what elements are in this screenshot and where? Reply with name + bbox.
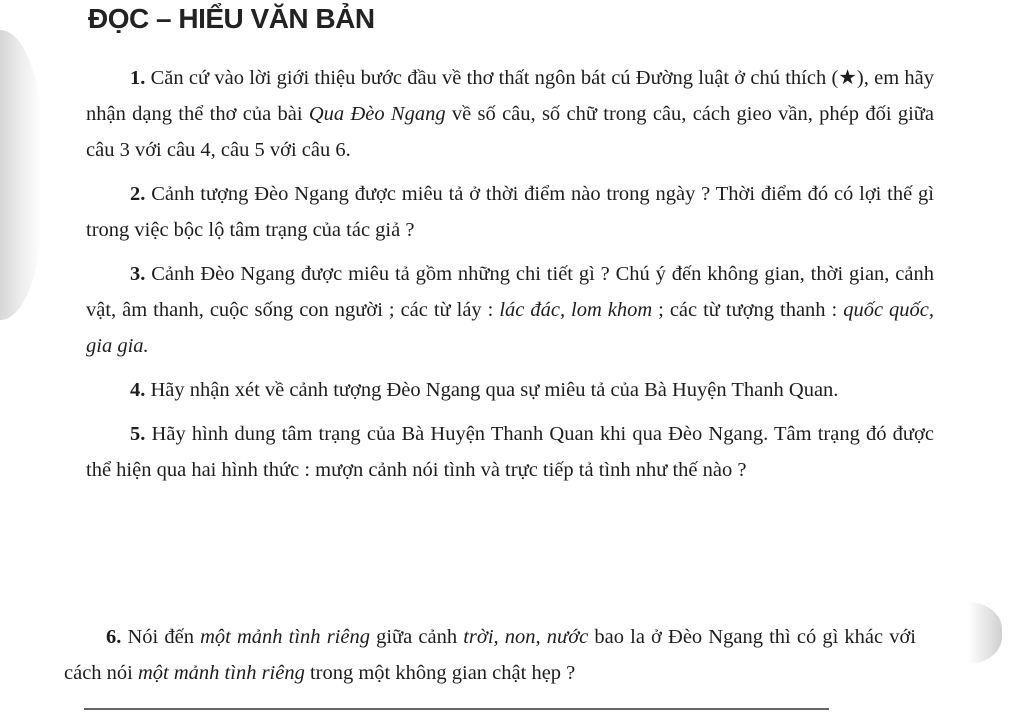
page-curl-right — [968, 602, 1002, 664]
questions-block — [86, 60, 934, 496]
question-number: 5. — [130, 423, 146, 445]
question-text: Cảnh Đèo Ngang được miêu tả gồm những chi tiết gì ? Chú ý đến không gian, thời gian, cảnh vật, âm thanh, cuộc sống con người ; các từ láy : — [86, 263, 934, 321]
question-text: Căn cứ vào lời giới thiệu bước đầu về thơ thất ngôn bát cú Đường luật ở chú thích (★), em hãy nhận dạng thể thơ của bài — [86, 67, 934, 125]
question-4 — [86, 372, 934, 408]
question-number: 4. — [130, 379, 146, 401]
question-text-italic: một mảnh tình riêng — [200, 626, 370, 648]
question-text: giữa cảnh — [369, 626, 464, 648]
question-3 — [86, 256, 934, 364]
question-number: 6. — [106, 626, 122, 648]
question-6 — [64, 619, 916, 691]
question-text-italic: quốc quốc, gia gia. — [86, 299, 935, 357]
question-number: 2. — [130, 183, 146, 205]
question-number: 3. — [130, 263, 146, 285]
question-number: 1. — [130, 67, 146, 89]
question-2 — [86, 176, 934, 248]
question-text-italic: Qua Đèo Ngang — [308, 103, 446, 125]
section-title: ĐỌC – HIỂU VĂN BẢN — [88, 3, 375, 34]
question-text-italic: một mảnh tình riêng — [138, 662, 305, 684]
question-text: ; các từ tượng thanh : — [652, 299, 844, 321]
question-5 — [86, 416, 934, 488]
question-text: Nói đến — [121, 626, 201, 648]
question-text-italic: lác đác, lom khom — [499, 299, 653, 321]
page-curl-left — [0, 30, 42, 320]
bottom-rule — [84, 708, 829, 710]
question-text: bao la ở Đèo Ngang thì có gì khác với cách nói — [64, 626, 917, 684]
question-text: Cảnh tượng Đèo Ngang được miêu tả ở thời điểm nào trong ngày ? Thời điểm đó có lợi thế gì trong việc bộc lộ tâm trạng của tác giả ? — [86, 183, 934, 241]
question-1 — [86, 60, 934, 168]
question-text-italic: trời, non, nước — [463, 626, 589, 648]
question-text: về số câu, số chữ trong câu, cách gieo vần, phép đối giữa câu 3 với câu 4, câu 5 với câu 6. — [86, 103, 934, 161]
question-text: trong một không gian chật hẹp ? — [304, 662, 576, 684]
question-text: Hãy hình dung tâm trạng của Bà Huyện Thanh Quan khi qua Đèo Ngang. Tâm trạng đó được thể hiện qua hai hình thức : mượn cảnh nói tình và trực tiếp tả tình như thế nào ? — [86, 423, 934, 481]
question-text: Hãy nhận xét về cảnh tượng Đèo Ngang qua sự miêu tả của Bà Huyện Thanh Quan. — [145, 379, 839, 401]
